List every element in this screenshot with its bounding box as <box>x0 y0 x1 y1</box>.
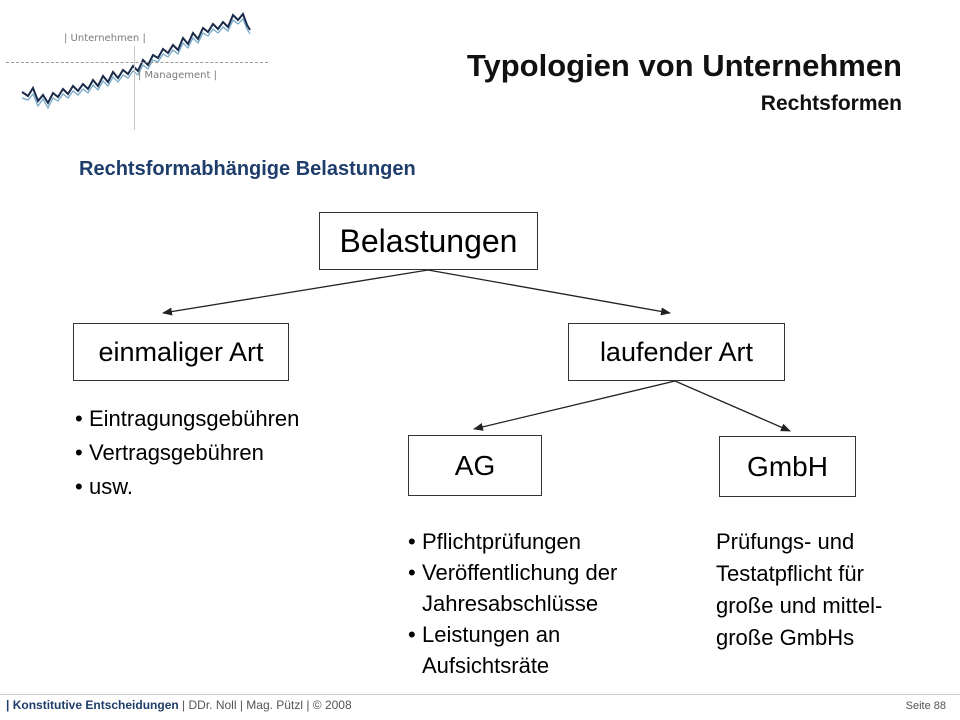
arrow-root-to-left <box>163 270 428 313</box>
node-einmaliger-art: einmaliger Art <box>73 323 289 381</box>
node-gmbh: GmbH <box>719 436 856 497</box>
arrow-right-to-gmbh <box>675 381 790 431</box>
node-belastungen: Belastungen <box>319 212 538 270</box>
ag-charges-list <box>408 526 617 681</box>
list-item: • usw. <box>75 470 299 504</box>
text-line: große GmbHs <box>716 625 855 650</box>
list-item: • Eintragungsgebühren <box>75 402 299 436</box>
gmbh-charges-text <box>716 526 882 654</box>
logo-top-label: | Unternehmen | <box>64 33 146 44</box>
list-item: • Leistungen an <box>408 619 617 650</box>
footer <box>6 698 352 712</box>
page-subtitle: Rechtsformen <box>760 92 902 115</box>
text-line: Prüfungs- und <box>716 529 855 554</box>
text-line: Testatpflicht für <box>716 561 864 586</box>
node-ag: AG <box>408 435 542 496</box>
footer-divider <box>0 694 960 695</box>
arrow-right-to-ag <box>474 381 675 429</box>
footer-course: | Konstitutive Entscheidungen <box>6 698 179 712</box>
list-item: • Vertragsgebühren <box>75 436 299 470</box>
list-item-continuation: Aufsichtsräte <box>422 653 550 678</box>
arrow-root-to-right <box>428 270 670 313</box>
page-title: Typologien von Unternehmen <box>466 48 902 83</box>
section-heading: Rechtsformabhängige Belastungen <box>79 158 416 180</box>
one-time-charges-list <box>75 402 299 504</box>
list-item: • Pflichtprüfungen <box>408 526 617 557</box>
page-number: Seite 88 <box>905 700 946 712</box>
list-item-continuation: Jahresabschlüsse <box>422 591 599 616</box>
logo-bottom-label: | Management | <box>138 70 217 81</box>
list-item: • Veröffentlichung der <box>408 557 617 588</box>
node-laufender-art: laufender Art <box>568 323 785 381</box>
text-line: große und mittel- <box>716 593 883 618</box>
footer-authors: | DDr. Noll | Mag. Pützl | © 2008 <box>182 698 352 712</box>
